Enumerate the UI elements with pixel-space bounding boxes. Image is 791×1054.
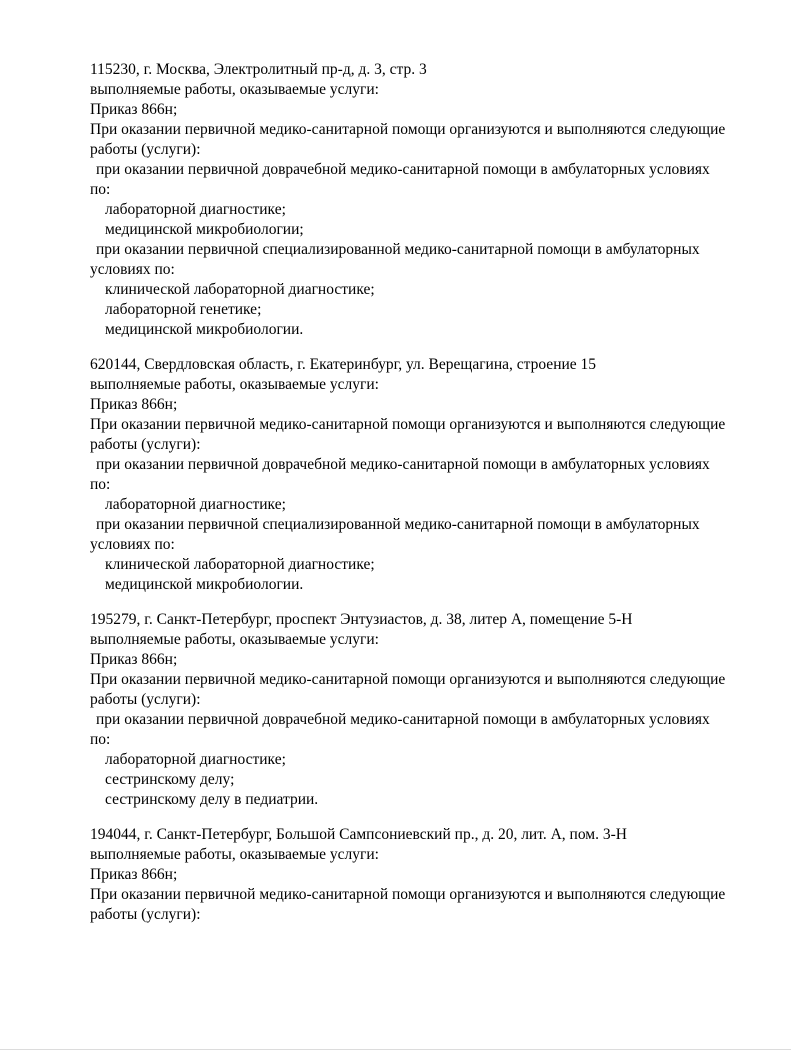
text-line: при оказании первичной доврачебной медико-санитарной помощи в амбулаторных условиях — [96, 711, 710, 728]
text-line: при оказании первичной специализированной медико-санитарной помощи в амбулаторных — [96, 241, 700, 258]
text-line: лабораторной диагностике; — [105, 751, 286, 768]
text-line: Приказ 866н; — [90, 396, 178, 413]
license-address-block — [90, 60, 751, 340]
text-line: выполняемые работы, оказываемые услуги: — [90, 631, 379, 648]
address-line: 620144, Свердловская область, г. Екатеринбург, ул. Верещагина, строение 15 — [90, 356, 597, 373]
address-line: 195279, г. Санкт-Петербург, проспект Энтузиастов, д. 38, литер А, помещение 5-Н — [90, 611, 633, 628]
text-line: работы (услуги): — [90, 906, 201, 923]
text-line: выполняемые работы, оказываемые услуги: — [90, 81, 379, 98]
text-line: При оказании первичной медико-санитарной помощи организуются и выполняются следующие — [90, 671, 726, 688]
text-line: по: — [90, 731, 111, 748]
text-line: медицинской микробиологии; — [105, 221, 304, 238]
text-line: При оказании первичной медико-санитарной помощи организуются и выполняются следующие — [90, 886, 726, 903]
text-line: при оказании первичной специализированной медико-санитарной помощи в амбулаторных — [96, 516, 700, 533]
license-address-block — [90, 610, 751, 810]
text-line: выполняемые работы, оказываемые услуги: — [90, 846, 379, 863]
text-line: при оказании первичной доврачебной медико-санитарной помощи в амбулаторных условиях — [96, 161, 710, 178]
text-line: при оказании первичной доврачебной медико-санитарной помощи в амбулаторных условиях — [96, 456, 710, 473]
text-line: При оказании первичной медико-санитарной помощи организуются и выполняются следующие — [90, 121, 726, 138]
text-line: сестринскому делу в педиатрии. — [105, 791, 319, 808]
text-line: выполняемые работы, оказываемые услуги: — [90, 376, 379, 393]
text-line: по: — [90, 181, 111, 198]
text-line: лабораторной диагностике; — [105, 201, 286, 218]
text-line: работы (услуги): — [90, 436, 201, 453]
text-line: Приказ 866н; — [90, 101, 178, 118]
text-line: работы (услуги): — [90, 691, 201, 708]
license-address-block — [90, 355, 751, 595]
bottom-divider — [0, 1049, 791, 1050]
text-line: лабораторной диагностике; — [105, 496, 286, 513]
text-line: лабораторной генетике; — [105, 301, 262, 318]
text-line: сестринскому делу; — [105, 771, 235, 788]
text-line: клинической лабораторной диагностике; — [105, 281, 375, 298]
text-line: медицинской микробиологии. — [105, 576, 304, 593]
text-line: При оказании первичной медико-санитарной помощи организуются и выполняются следующие — [90, 416, 726, 433]
text-line: по: — [90, 476, 111, 493]
text-line: условиях по: — [90, 261, 175, 278]
text-line: условиях по: — [90, 536, 175, 553]
text-line: работы (услуги): — [90, 141, 201, 158]
text-line: клинической лабораторной диагностике; — [105, 556, 375, 573]
address-line: 115230, г. Москва, Электролитный пр-д, д. 3, стр. 3 — [90, 61, 427, 78]
license-address-block — [90, 825, 751, 925]
text-line: Приказ 866н; — [90, 866, 178, 883]
text-line: медицинской микробиологии. — [105, 321, 304, 338]
text-line: Приказ 866н; — [90, 651, 178, 668]
address-line: 194044, г. Санкт-Петербург, Большой Сампсониевский пр., д. 20, лит. А, пом. 3-Н — [90, 826, 627, 843]
